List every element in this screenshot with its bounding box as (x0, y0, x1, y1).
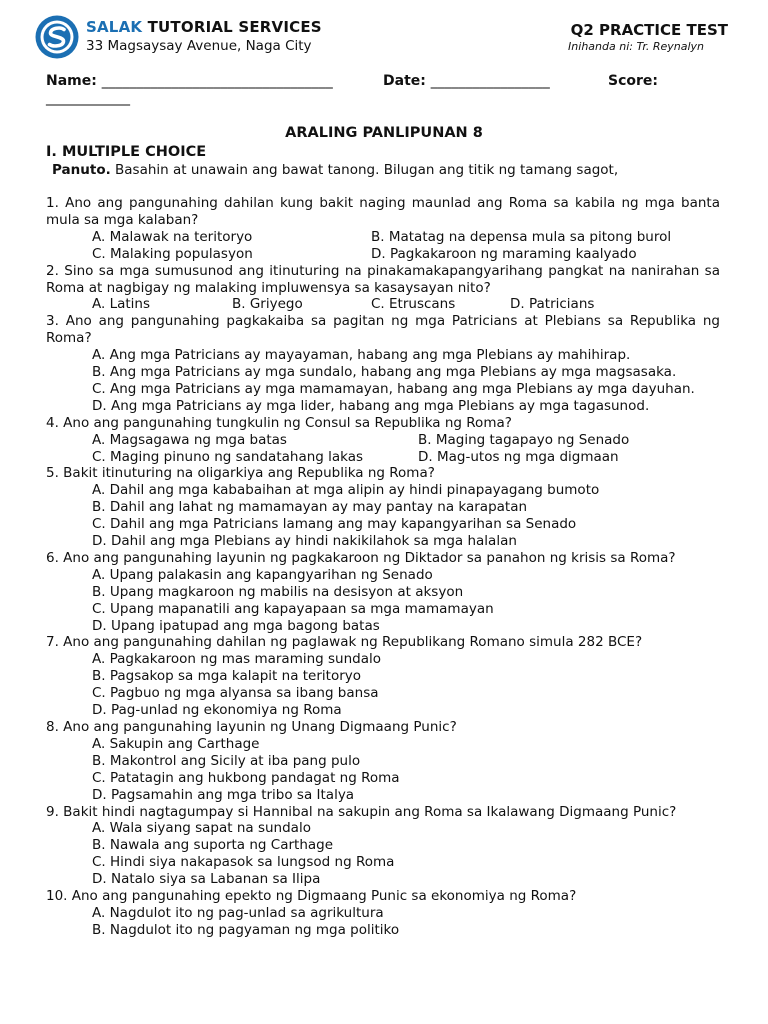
choice-3d[interactable]: D. Ang mga Patricians ay mga lider, habang ang mga Plebians ay mga tagasunod. (92, 397, 650, 414)
question-list (46, 195, 720, 939)
date-blank[interactable]: _________________ (430, 73, 550, 89)
question-4: 4. Ano ang pangunahing tungkulin ng Consul sa Republika ng Roma? (46, 414, 512, 431)
prepared-by: Inihanda ni: Tr. Reynalyn (568, 40, 704, 53)
name-label: Name: (46, 73, 102, 89)
choice-10b[interactable]: B. Nagdulot ito ng pagyaman ng mga politiko (92, 921, 400, 938)
choice-7b[interactable]: B. Pagsakop sa mga kalapit na teritoryo (92, 668, 362, 685)
choice-8b[interactable]: B. Makontrol ang Sicily at iba pang pulo (92, 752, 361, 769)
section-heading: I. MULTIPLE CHOICE (46, 144, 207, 160)
brand-name: SALAK (86, 18, 143, 36)
score-blank[interactable]: ____________ (46, 90, 130, 106)
choice-1a[interactable]: A. Malawak na teritoryo (92, 228, 253, 245)
question-8: 8. Ano ang pangunahing layunin ng Unang Digmaang Punic? (46, 719, 457, 736)
question-2: 2. Sino sa mga sumusunod ang itinuturing na pinakamakapangyarihang pangkat na nanirahan sa Roma at nagbigay ng malaking impluwensya sa kasaysayan nito? (46, 262, 720, 296)
choice-9c[interactable]: C. Hindi siya nakapasok sa lungsod ng Roma (92, 854, 395, 871)
choice-3c[interactable]: C. Ang mga Patricians ay mga mamamayan, habang ang mga Plebians ay mga dayuhan. (92, 380, 695, 397)
choices-row (46, 229, 720, 246)
choice-6c[interactable]: C. Upang mapanatili ang kapayapaan sa mga mamamayan (92, 600, 494, 617)
choice-8a[interactable]: A. Sakupin ang Carthage (92, 735, 260, 752)
choice-3a[interactable]: A. Ang mga Patricians ay mayayaman, habang ang mga Plebians ay mahihirap. (92, 347, 631, 364)
choice-4a[interactable]: A. Magsagawa ng mga batas (92, 431, 287, 448)
choice-2d[interactable]: D. Patricians (510, 296, 595, 313)
choice-5d[interactable]: D. Dahil ang mga Plebians ay hindi nakikilahok sa mga halalan (92, 533, 517, 550)
choices-row (46, 246, 720, 263)
choices-row (46, 449, 720, 466)
choice-1b[interactable]: B. Matatag na depensa mula sa pitong burol (371, 228, 672, 245)
choice-9d[interactable]: D. Natalo siya sa Labanan sa Ilipa (92, 871, 321, 888)
choice-6d[interactable]: D. Upang ipatupad ang mga bagong batas (92, 617, 380, 634)
choice-9b[interactable]: B. Nawala ang suporta ng Carthage (92, 837, 334, 854)
choice-10a[interactable]: A. Nagdulot ito ng pag-unlad sa agrikultura (92, 904, 384, 921)
choice-1d[interactable]: D. Pagkakaroon ng maraming kaalyado (371, 245, 637, 262)
name-field[interactable] (46, 73, 333, 90)
directions-text: Basahin at unawain ang bawat tanong. Bilugan ang titik ng tamang sagot, (110, 162, 619, 178)
question-5: 5. Bakit itinuturing na oligarkiya ang Republika ng Roma? (46, 465, 435, 482)
choice-8d[interactable]: D. Pagsamahin ang mga tribo sa Italya (92, 786, 355, 803)
score-label: Score: (608, 73, 658, 89)
choice-9a[interactable]: A. Wala siyang sapat na sundalo (92, 820, 311, 837)
date-field[interactable] (383, 73, 550, 90)
choice-1c[interactable]: C. Malaking populasyon (92, 245, 253, 262)
choice-5b[interactable]: B. Dahil ang lahat ng mamamayan ay may pantay na karapatan (92, 499, 528, 516)
choice-4b[interactable]: B. Maging tagapayo ng Senado (418, 431, 630, 448)
choice-2a[interactable]: A. Latins (92, 296, 151, 313)
choice-3b[interactable]: B. Ang mga Patricians ay mga sundalo, habang ang mga Plebians ay mga magsasaka. (92, 364, 677, 381)
choice-4c[interactable]: C. Maging pinuno ng sandatahang lakas (92, 448, 364, 465)
directions (52, 162, 618, 178)
test-title: Q2 PRACTICE TEST (570, 21, 728, 39)
salak-logo-icon (34, 14, 80, 60)
company-address: 33 Magsaysay Avenue, Naga City (86, 38, 312, 54)
choices-row (46, 296, 720, 313)
choice-7c[interactable]: C. Pagbuo ng mga alyansa sa ibang bansa (92, 685, 379, 702)
question-9: 9. Bakit hindi nagtagumpay si Hannibal na sakupin ang Roma sa Ikalawang Digmaang Punic? (46, 803, 677, 820)
choice-6b[interactable]: B. Upang magkaroon ng mabilis na desisyon at aksyon (92, 583, 464, 600)
question-7: 7. Ano ang pangunahing dahilan ng paglawak ng Republikang Romano simula 282 BCE? (46, 634, 643, 651)
question-6: 6. Ano ang pangunahing layunin ng pagkakaroon ng Diktador sa panahon ng krisis sa Roma? (46, 549, 676, 566)
subject-title: ARALING PANLIPUNAN 8 (285, 125, 483, 141)
question-3: 3. Ano ang pangunahing pagkakaiba sa pagitan ng mga Patricians at Plebians sa Republika ng Roma? (46, 313, 720, 347)
choice-7a[interactable]: A. Pagkakaroon ng mas maraming sundalo (92, 651, 382, 668)
choice-5a[interactable]: A. Dahil ang mga kababaihan at mga alipin ay hindi pinapayagang bumoto (92, 482, 600, 499)
choice-2b[interactable]: B. Griyego (232, 296, 303, 313)
choice-7d[interactable]: D. Pag-unlad ng ekonomiya ng Roma (92, 702, 342, 719)
choice-5c[interactable]: C. Dahil ang mga Patricians lamang ang may kapangyarihan sa Senado (92, 516, 577, 533)
date-label: Date: (383, 73, 431, 89)
choice-6a[interactable]: A. Upang palakasin ang kapangyarihan ng Senado (92, 566, 433, 583)
choice-8c[interactable]: C. Patatagin ang hukbong pandagat ng Roma (92, 769, 400, 786)
company-name (86, 18, 322, 36)
name-blank[interactable]: _________________________________ (101, 73, 333, 89)
choices-row (46, 432, 720, 449)
choice-4d[interactable]: D. Mag-utos ng mga digmaan (418, 448, 619, 465)
question-1: 1. Ano ang pangunahing dahilan kung bakit naging maunlad ang Roma sa kabila ng mga banta mula sa mga kalaban? (46, 195, 720, 228)
choice-2c[interactable]: C. Etruscans (371, 296, 456, 313)
question-10: 10. Ano ang pangunahing epekto ng Digmaang Punic sa ekonomiya ng Roma? (46, 888, 577, 905)
company-name-rest: TUTORIAL SERVICES (142, 18, 322, 36)
directions-label: Panuto. (52, 162, 111, 178)
